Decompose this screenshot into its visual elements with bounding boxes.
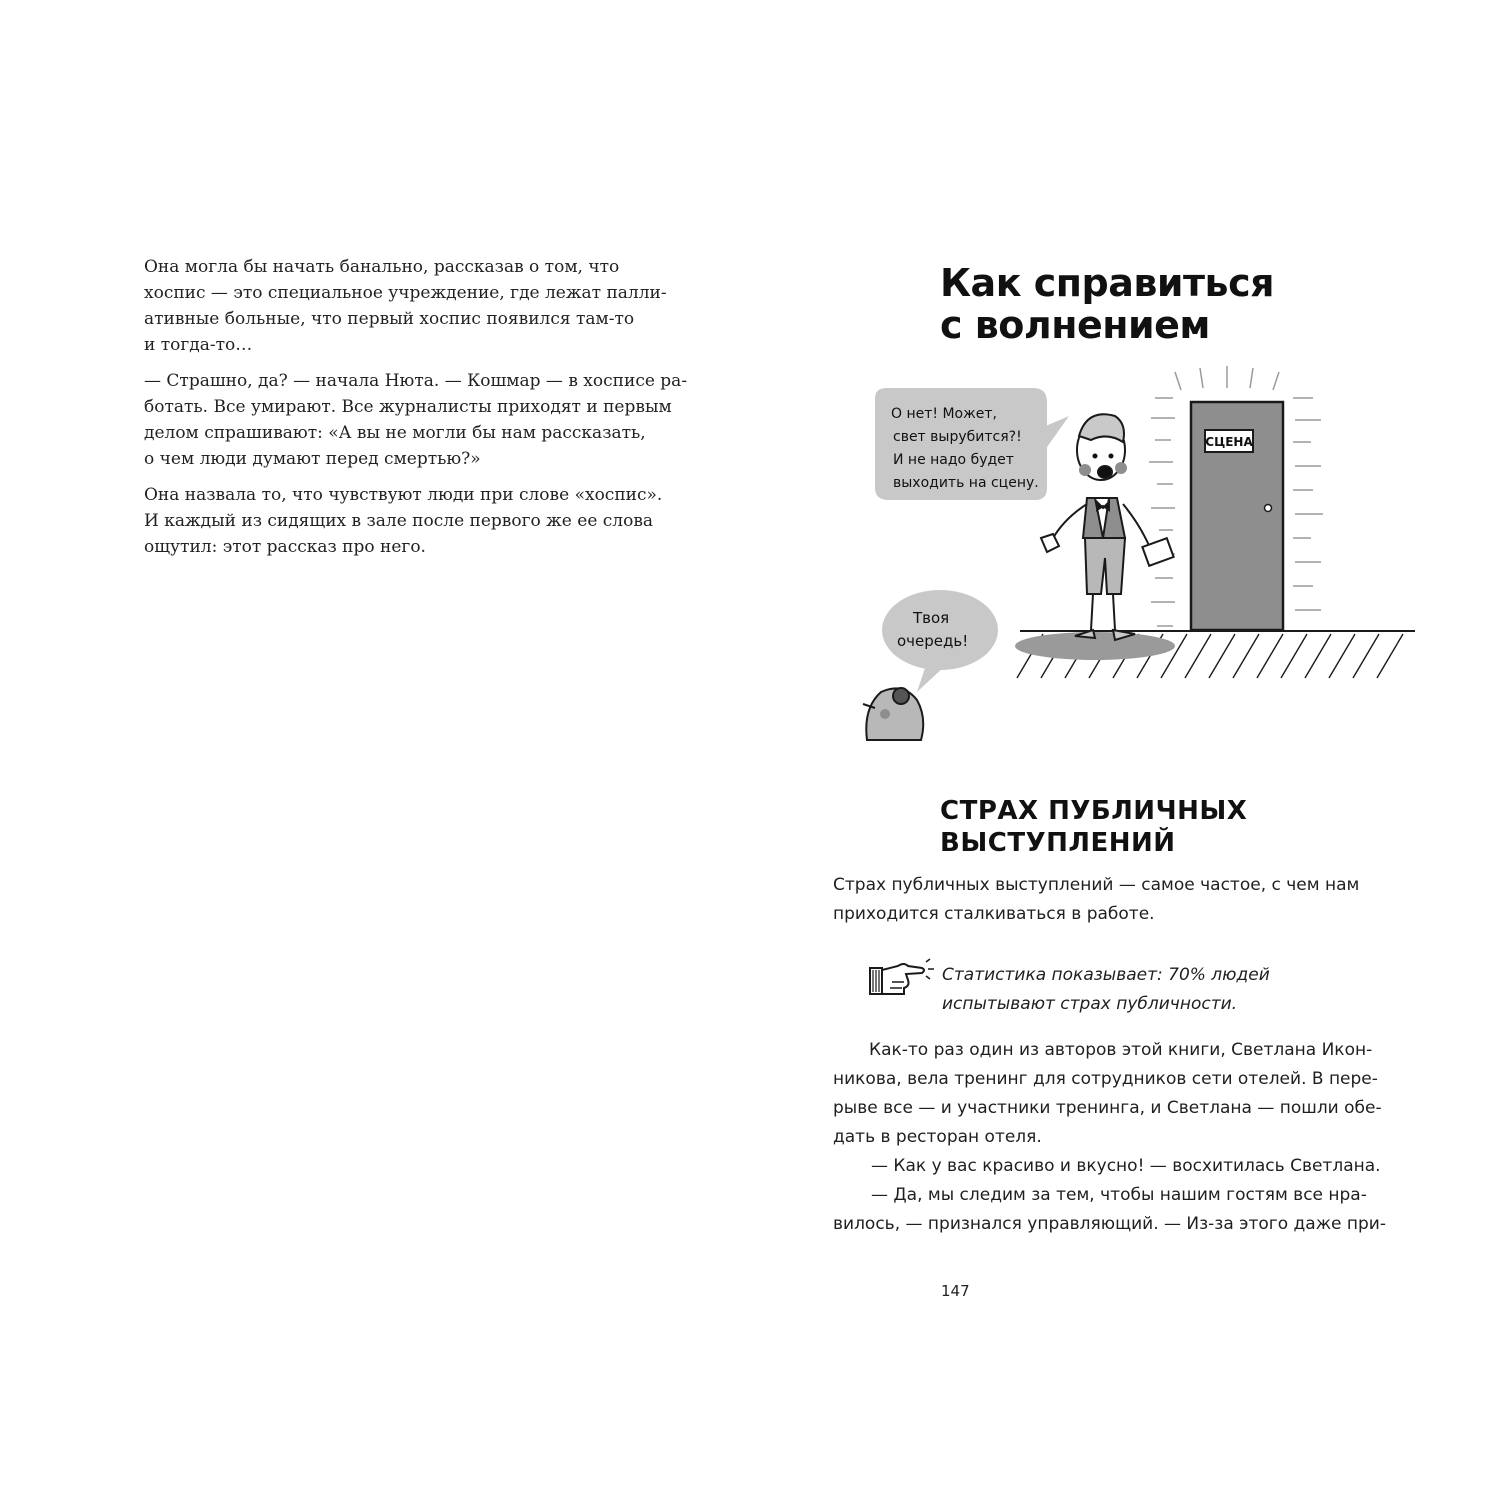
- text-line: рыве все — и участники тренинга, и Светлана — пошли обе-: [833, 1098, 1382, 1118]
- subtitle-line: ВЫСТУПЛЕНИЙ: [940, 828, 1176, 858]
- text-line: Она назвала то, что чувствуют люди при слове «хоспис».: [144, 485, 663, 505]
- text-line: дать в ресторан отеля.: [833, 1127, 1042, 1147]
- text-line: Она могла бы начать банально, рассказав о том, что: [144, 257, 620, 277]
- paragraph: [144, 482, 669, 560]
- text-line: испытывают страх публичности.: [942, 994, 1238, 1014]
- title-line: Как справиться: [940, 261, 1274, 305]
- text-line: Как-то раз один из авторов этой книги, Светлана Икон-: [869, 1040, 1373, 1060]
- intro-text: [833, 871, 1359, 929]
- page-number: 147: [941, 1282, 970, 1300]
- stage-fear-illustration: [855, 358, 1415, 743]
- text-line: ативные больные, что первый хоспис появился там-то: [144, 309, 635, 329]
- text-line: — Да, мы следим за тем, чтобы нашим гостям все нра-: [871, 1185, 1367, 1205]
- text-line: и тогда-то…: [144, 335, 253, 355]
- section-title: [940, 262, 1274, 346]
- text-line: делом спрашивают: «А вы не могли бы нам рассказать,: [144, 423, 646, 443]
- left-page-text: [144, 254, 688, 570]
- right-page: [750, 0, 1500, 1500]
- door-sign-text: СЦЕНА: [1205, 435, 1253, 449]
- text-line: ощутил: этот рассказ про него.: [144, 537, 426, 557]
- speech-main-text: О нет! Может, свет вырубится?! И не надо будет выходить на сцену.: [891, 406, 1039, 491]
- statistic-callout: [942, 961, 1270, 1019]
- paragraph: [144, 254, 669, 358]
- text-line: Страх публичных выступлений — самое частое, с чем нам: [833, 875, 1360, 895]
- text-line: никова, вела тренинг для сотрудников сети отелей. В пере-: [833, 1069, 1378, 1089]
- small-animal-figure: [863, 688, 923, 740]
- text-line: ботать. Все умирают. Все журналисты приходят и первым: [144, 397, 672, 417]
- text-line: И каждый из сидящих в зале после первого же ее слова: [144, 511, 654, 531]
- text-line: вилось, — признался управляющий. — Из-за этого даже при-: [833, 1214, 1386, 1234]
- speech-bubble-small: [882, 590, 998, 670]
- subsection-title: [940, 795, 1247, 859]
- story-text: [833, 1036, 1386, 1239]
- title-line: с волнением: [940, 303, 1210, 347]
- text-line: приходится сталкиваться в работе.: [833, 904, 1155, 924]
- speech-small-text: Твоя очередь!: [897, 609, 969, 650]
- text-line: — Как у вас красиво и вкусно! — восхитилась Светлана.: [871, 1156, 1381, 1176]
- paragraph: [144, 368, 688, 472]
- text-line: хоспис — это специальное учреждение, где лежат палли-: [144, 283, 667, 303]
- pointing-hand-icon: [868, 956, 938, 1002]
- text-line: — Страшно, да? — начала Нюта. — Кошмар — в хосписе ра-: [144, 371, 688, 391]
- text-line: Статистика показывает: 70% людей: [942, 965, 1270, 985]
- subtitle-line: СТРАХ ПУБЛИЧНЫХ: [940, 796, 1248, 826]
- door-knob: [1265, 505, 1272, 512]
- text-line: о чем люди думают перед смертью?»: [144, 449, 481, 469]
- nervous-speaker-figure: [1041, 414, 1174, 640]
